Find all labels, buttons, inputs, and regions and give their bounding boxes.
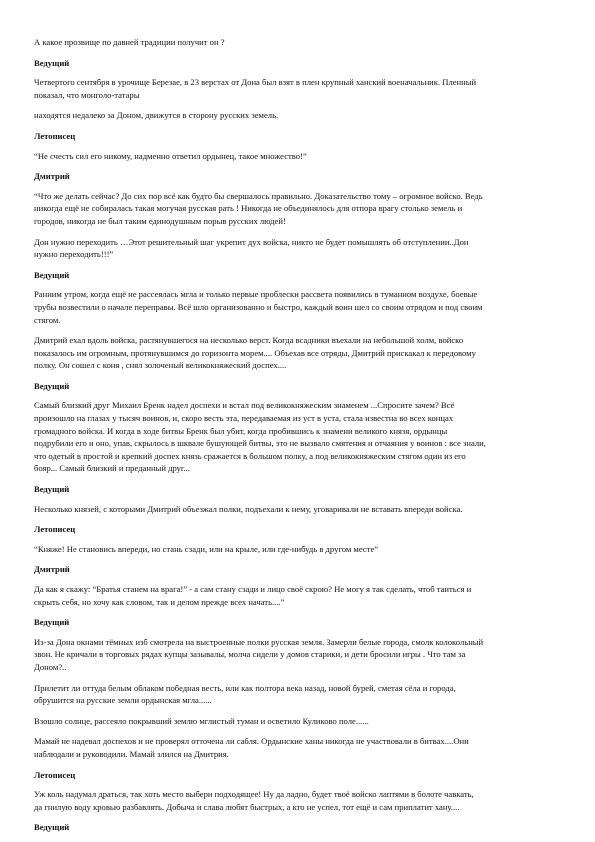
text-line: стягом. [34, 314, 61, 325]
text-line: А какое прозвище по давней традиции получит он ? [34, 37, 225, 47]
text-line: Доном?.. [34, 661, 67, 672]
text-line: Летописец [34, 130, 76, 141]
speaker-label [34, 483, 563, 496]
speaker-label [34, 170, 563, 183]
text-line: Ведущий [34, 484, 70, 495]
speaker-label [34, 616, 563, 629]
speaker-label [34, 57, 563, 70]
text-line: Из-за Дона окнами тёмных изб смотрела на выстроенные полки русская земля. Замерли белые города, смолк колокольный [34, 636, 484, 647]
paragraph [34, 399, 563, 475]
text-line: “Что же делать сейчас? До сих пор всё как будто бы свершалось правильно. Доказательство тому – огромное войско. Ведь [34, 190, 483, 201]
paragraph [34, 682, 563, 707]
text-line: “Не счесть сил его никому, надменно ответил ордынец, такое множество!” [34, 150, 307, 161]
text-line: звон. Не кричали в торговых рядах купцы зазывалы, молча сидели у домов старики, и дети бросили игры . Что там за [34, 649, 466, 660]
speaker-label [34, 769, 563, 782]
text-line: Дмитрий [34, 171, 70, 182]
speaker-label [34, 821, 563, 834]
document-page [34, 36, 563, 841]
speaker-label [34, 380, 563, 393]
text-line: Летописец [34, 769, 76, 780]
text-line: Ведущий [34, 57, 70, 68]
text-line: Ведущий [34, 380, 70, 391]
paragraph [34, 190, 563, 228]
text-line: находятся недалеко за Доном, движутся в сторону русских земель. [34, 110, 279, 121]
text-line: Самый близкий друг Михаил Бренк надел доспехи и встал под великокняжеским знаменем ...Спросите зачем? Всё [34, 400, 455, 411]
speaker-label [34, 269, 563, 282]
paragraph [34, 735, 563, 760]
text-line: Несколько князей, с которыми Дмитрий объезжал полки, подъехали к нему, уговаривали не вставать впереди войска. [34, 503, 463, 514]
text-line: обрушится на русские земли ордынская мгла...... [34, 695, 212, 706]
text-line: подрубили его и оно, упав, скрылось в шквале бушующей битвы, это не вызвало смятения и отчаяния у воинов : все знали, [34, 438, 486, 449]
paragraph [34, 543, 563, 556]
text-line: Дон нужно переходить …Этот решительный шаг укрепит дух войска, никто не будет помышлять об отступлении..Дон [34, 236, 469, 247]
paragraph [34, 36, 563, 49]
text-line: Мамай не надевал доспехов и не проверял отточена ли сабля. Ордынские ханы никогда не участвовали в битвах....Они [34, 736, 469, 747]
text-line: Да как я скажу: “Братья станем на врага!” - а сам стану сзади и лицо своё скрою? Не могу я так сделать, чтоб таиться и [34, 584, 472, 594]
paragraph [34, 109, 563, 122]
text-line: громадного войска. И когда в ходе битвы Бренк был убит, когда пробившись к знамени великого князя, ордынцы [34, 425, 448, 436]
text-line: Четвертого сентября в урочище Березае, в 23 верстах от Дона был взят в плен крупный ханский военачальник. Пленный [34, 77, 477, 88]
text-line: Дмитрий ехал вдоль войска, растянувшегося на несколько верст. Когда всадники въехали на небольшой холм, войско [34, 335, 464, 346]
text-line: Ведущий [34, 617, 70, 628]
paragraph [34, 788, 563, 813]
text-line: никогда ещё не собиралась такая могучая русская рать ! Никогда не объединялось для отпора врагу столько земель и [34, 203, 463, 214]
paragraph [34, 636, 563, 674]
paragraph [34, 76, 563, 101]
text-line: трубы возвестили о начале переправы. Всё шло организованно и быстро, каждый воин шел со своим отрядом и под своим [34, 301, 483, 312]
text-line: что одетый в простой и крепкий доспех князь сражается в большом полку, а под великокняжеским стягом один из его [34, 450, 466, 461]
text-line: произошло на глазах у тысяч воинов, и, скоро весть эта, передаваемая из уст в уста, стала известна во всех концах [34, 413, 454, 424]
text-line: Дмитрий [34, 564, 70, 575]
text-line: Ранним утром, когда ещё не рассеялась мгла и только первые проблески рассвета появились в туманном воздухе, боевые [34, 289, 478, 300]
paragraph [34, 583, 563, 608]
text-line: показалось им огромным, протянувшимся до горизонта морем.... Объехав все отряды, Дмитрий прискакал к передовому [34, 347, 476, 358]
text-line: Ведущий [34, 269, 70, 280]
paragraph [34, 236, 563, 261]
text-line: городов, никогда не был таким единодушным порыв русских людей! [34, 215, 286, 226]
paragraph [34, 288, 563, 326]
paragraph [34, 334, 563, 372]
text-line: Летописец [34, 524, 76, 535]
paragraph [34, 150, 563, 163]
text-line: скрыть себя, но хочу как словом, так и делом прежде всех начать....” [34, 596, 285, 607]
text-line: “Княже! Не становись впереди, но стань сзади, или на крыле, или где-нибудь в другом месте” [34, 543, 379, 554]
speaker-label [34, 130, 563, 143]
text-line: Взошло солнце, рассеяло покрывший землю мглистый туман и осветило Куликово поле...... [34, 715, 369, 726]
speaker-label [34, 563, 563, 576]
text-line: показал, что монголо-татары [34, 89, 140, 100]
text-line: Прилетит ли оттуда белым облаком победная весть, или как полтора века назад, новой бурей, сметая сёла и города, [34, 682, 456, 693]
text-line: Уж коль надумал драться, так хоть место выбери подходящее! Ну да ладно, будет твоё войско лаптями в болоте чавкать, [34, 789, 474, 800]
text-line: бояр... Самый близкий и преданный друг... [34, 463, 190, 474]
text-line: да гнилую воду кровью разбавлять. Добыча и слава любят быстрых, а кто не успел, тот ещё и сам приплатит хану.... [34, 801, 460, 812]
text-line: полку. Он сошел с коня , снял золоченый великокняжеский доспех.... [34, 360, 287, 371]
text-line: Ведущий [34, 822, 70, 833]
text-line: нужно переходить!!!” [34, 249, 114, 260]
speaker-label [34, 523, 563, 536]
text-line: наблюдали и руководили. Мамай злился на Дмитрия. [34, 748, 229, 759]
paragraph [34, 715, 563, 728]
paragraph [34, 503, 563, 516]
